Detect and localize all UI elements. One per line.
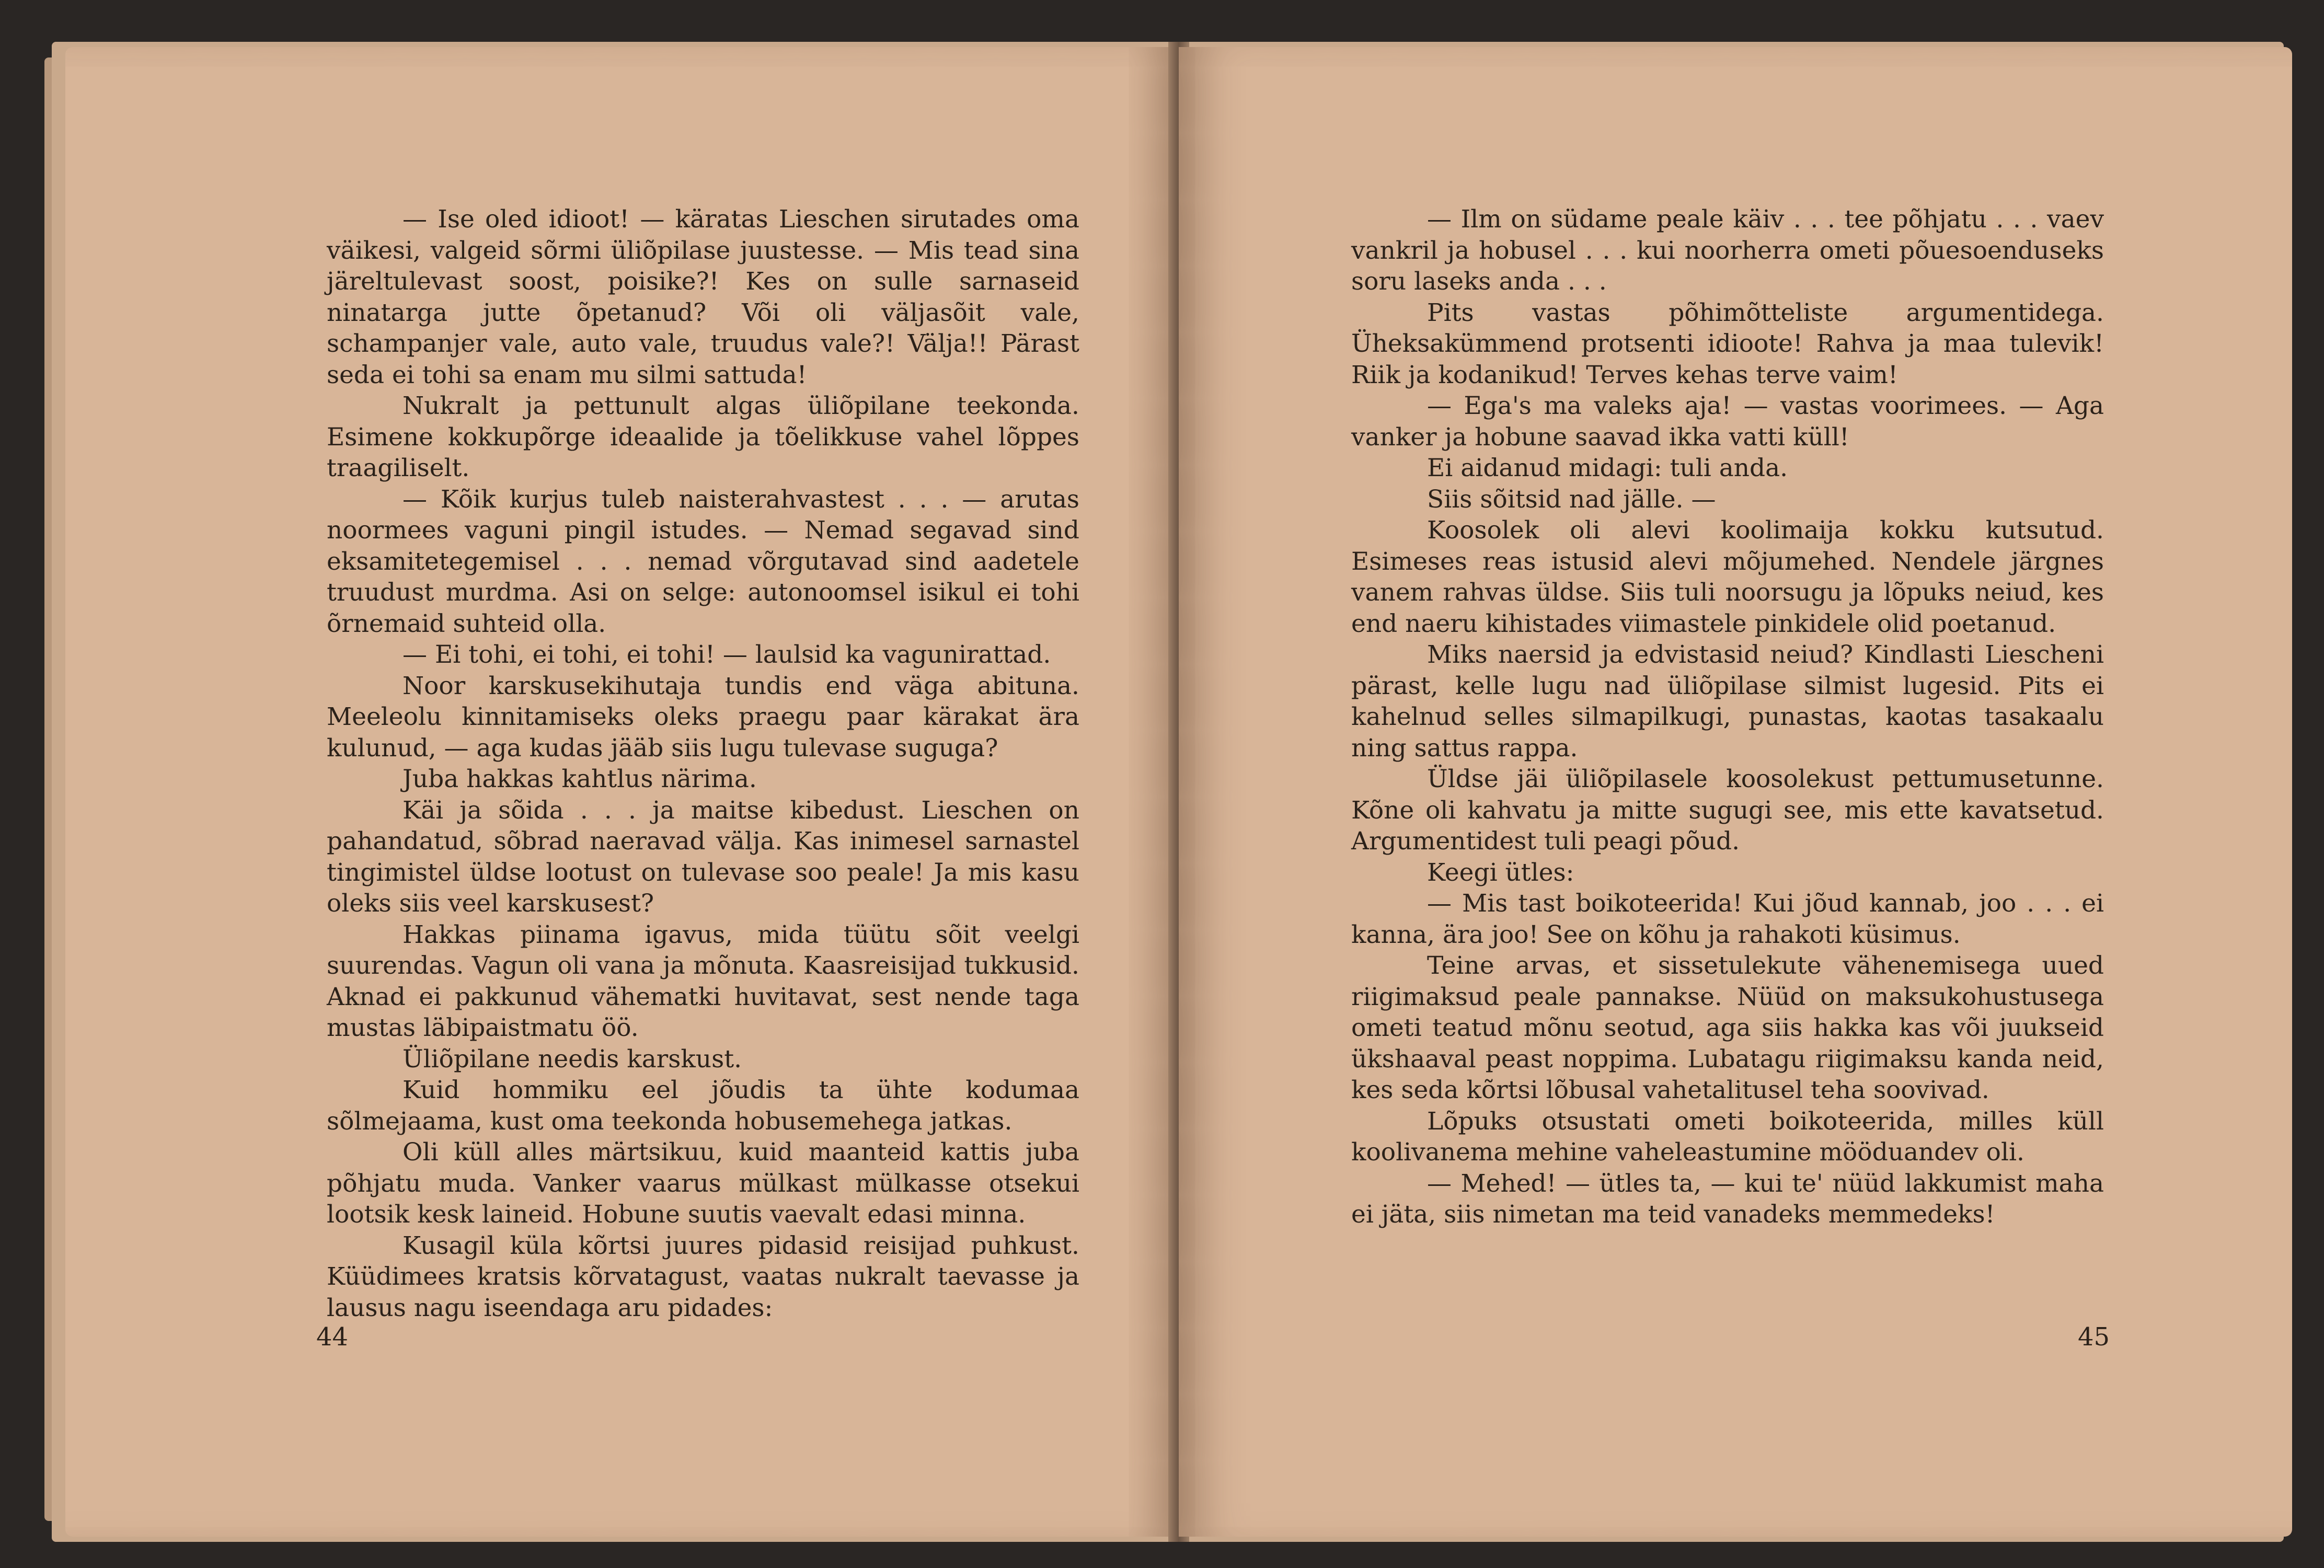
paragraph: — Mis tast boikoteerida! Kui jõud kannab, joo . . . ei kanna, ära joo! See on kõhu ja rahakoti küsimus.: [1351, 889, 2104, 949]
paragraph: Hakkas piinama igavus, mida tüütu sõit veelgi suurendas. Vagun oli vana ja mõnuta. Kaasreisijad tukkusid. Aknad ei pakkunud vähematki huvitavat, sest nende taga mustas läbipaistmatu öö.: [327, 920, 1079, 1042]
paragraph: Üliõpilane needis karskust.: [402, 1044, 742, 1074]
paragraph: Miks naersid ja edvistasid neiud? Kindlasti Liescheni pärast, kelle lugu nad üliõpilase silmist lugesid. Pits ei kahelnud selles silmapilkugi, punastas, kaotas tasakaalu ning sattus rappa.: [1351, 640, 2104, 763]
paragraph: Noor karskusekihutaja tundis end väga abituna. Meeleolu kinnitamiseks oleks praegu paar kärakat ära kulunud, — aga kudas jääb siis lugu tulevase suguga?: [327, 671, 1079, 763]
paragraph: Pits vastas põhimõtteliste argumentidega. Üheksakümmend protsenti idioote! Rahva ja maa tulevik! Riik ja kodanikud! Terves kehas terve vaim!: [1351, 298, 2104, 389]
paragraph: — Mehed! — ütles ta, — kui te' nüüd lakkumist maha ei jäta, siis nimetan ma teid vanadeks memmedeks!: [1351, 1169, 2104, 1229]
paragraph: Ei aidanud midagi: tuli anda.: [1427, 454, 1788, 482]
paragraph: Keegi ütles:: [1427, 858, 1574, 887]
paragraph: Käi ja sõida . . . ja maitse kibedust. Lieschen on pahandatud, sõbrad naeravad välja. Kas inimesel sarnastel tingimistel üldse lootust on tulevase soo peale! Ja mis kasu oleks siis veel karskusest?: [327, 795, 1079, 918]
paragraph: Oli küll alles märtsikuu, kuid maanteid kattis juba põhjatu muda. Vanker vaarus mülkast mülkasse otsekui lootsik kesk laineid. Hobune suutis vaevalt edasi minna.: [327, 1138, 1079, 1229]
right-page-text: [1351, 204, 2104, 1230]
paragraph: Nukralt ja pettunult algas üliõpilane teekonda. Esimene kokkupõrge ideaalide ja tõelikkuse vahel lõppes traagiliselt.: [327, 391, 1079, 482]
paragraph: — Ilm on südame peale käiv . . . tee põhjatu . . . vaev vankril ja hobusel . . . kui noorherra ometi põuesoenduseks soru laseks anda . . .: [1351, 205, 2104, 296]
page-number-left: 44: [316, 1322, 349, 1352]
paragraph: Koosolek oli alevi koolimaija kokku kutsutud. Esimeses reas istusid alevi mõjumehed. Nendele järgnes vanem rahvas üldse. Siis tuli noorsugu ja lõpuks neiud, kes end naeru kihistades viimastele pinkidele olid poetanud.: [1351, 516, 2104, 638]
paragraph: Üldse jäi üliõpilasele koosolekust pettumusetunne. Kõne oli kahvatu ja mitte sugugi see, mis ette kavatsetud. Argumentidest tuli peagi põud.: [1351, 765, 2104, 856]
paragraph: Juba hakkas kahtlus närima.: [402, 765, 757, 793]
paragraph: — Ega's ma valeks aja! — vastas voorimees. — Aga vanker ja hobune saavad ikka vatti küll!: [1351, 391, 2104, 452]
left-page: [65, 47, 1179, 1537]
left-page-text: [327, 204, 1079, 1323]
paragraph: — Ise oled idioot! — käratas Lieschen sirutades oma väikesi, valgeid sõrmi üliõpilase juustesse. — Mis tead sina järeltulevast soost, poisike?! Kes on sulle sarnaseid ninatarga jutte õpetanud? Või oli väljasõit vale, schampanjer vale, auto vale, truudus vale?! Välja!! Pärast seda ei tohi sa enam mu silmi sattuda!: [327, 205, 1079, 389]
paragraph: Kuid hommiku eel jõudis ta ühte kodumaa sõlmejaama, kust oma teekonda hobusemehega jatkas.: [327, 1076, 1079, 1136]
paragraph: Teine arvas, et sissetulekute vähenemisega uued riigimaksud peale pannakse. Nüüd on maksukohustusega ometi teatud mõnu seotud, aga siis hakka kas või juukseid ükshaaval peast noppima. Lubatagu riigimaksu kanda neid, kes seda kõrtsi lõbusal vahetalitusel teha soovivad.: [1351, 951, 2104, 1104]
paragraph: Kusagil küla kõrtsi juures pidasid reisijad puhkust. Küüdimees kratsis kõrvatagust, vaatas nukralt taevasse ja lausus nagu iseendaga aru pidades:: [327, 1231, 1079, 1322]
page-number-right: 45: [2078, 1322, 2110, 1352]
right-page: [1179, 47, 2292, 1537]
paragraph: — Ei tohi, ei tohi, ei tohi! — laulsid ka vagunirattad.: [402, 640, 1051, 669]
open-book: [44, 37, 2287, 1542]
paragraph: — Kõik kurjus tuleb naisterahvastest . . . — arutas noormees vaguni pingil istudes. — Nemad segavad sind eksamitetegemisel . . . nemad võrgutavad sind aadetele truudust murdma. Asi on selge: autonoomsel isikul ei tohi õrnemaid suhteid olla.: [327, 485, 1079, 638]
paragraph: Siis sõitsid nad jälle. —: [1427, 485, 1716, 514]
paragraph: Lõpuks otsustati ometi boikoteerida, milles küll koolivanema mehine vaheleastumine mööduandev oli.: [1351, 1106, 2104, 1167]
